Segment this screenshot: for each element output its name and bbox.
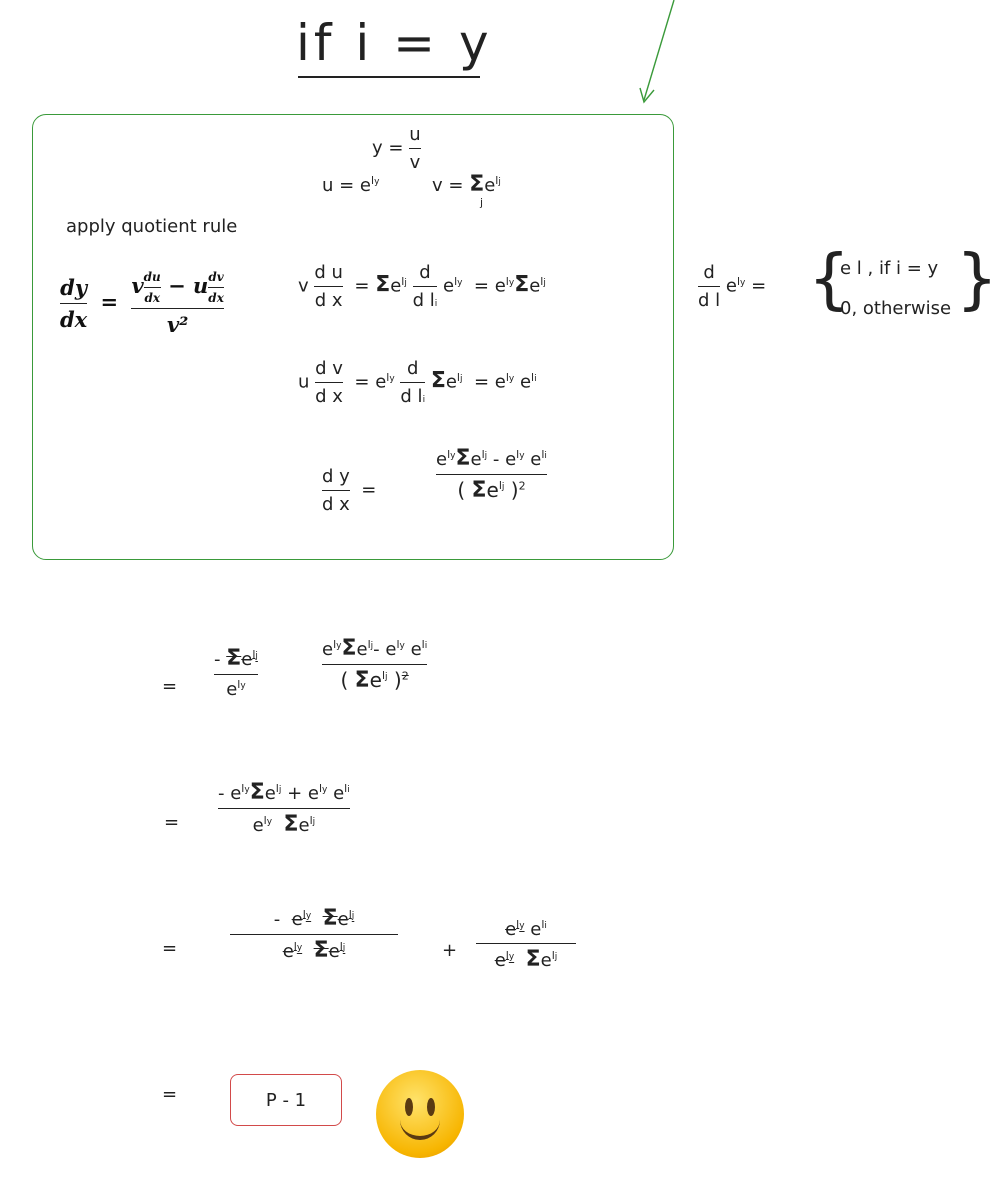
result-label: P - 1 [265,1089,307,1111]
u-dv-dx: u $\frac{\text{d v}}{\text{d x}}$ = $e^{ly}$ $\frac{d}{\text{d li}}$ $\Sigma e^{lj} = e^{ly}$ $e^{li}$ [298,358,537,407]
step3-left-fraction: $\frac{- e^{ly} \Sigma e^{lj}}{e^{ly} \Sigma e^{lj}}$ [230,906,398,963]
equals-2: = [164,812,180,833]
u-numerator: u [409,124,421,145]
smiley-emoji [376,1070,464,1158]
dy-dx-fraction: $\frac{\text{d y}}{\text{d x}}$ = [322,466,377,515]
pointer-arrow [630,0,690,110]
page-title: if i = y [296,14,493,72]
step1-left-fraction: $\frac{- \Sigma e^{lj}}{e^{ly}}$ [214,646,258,700]
title-underline [298,76,480,78]
piecewise-derivative: $\frac{d}{\text{d l}}$ $e^{ly}$ = [698,262,767,311]
y-var: y [372,137,383,159]
u-definition: $u = e^{ly}$ [322,174,380,196]
y-def: y = $\frac{u}{v}$ [372,124,421,173]
result-box [230,1074,342,1126]
v-definition: $v = \Sigma e^{lj}$ j [432,172,501,209]
v-du-dx: v $\frac{\text{d u}}{\text{d x}}$ = $\Sigma e^{lj}$ $\frac{d}{\text{d li}}$ $e^{ly} = e^{ly}\Sigma e^{lj}$ [298,262,546,311]
step3-right-fraction: $\frac{e^{ly} e^{li}}{e^{ly} \Sigma e^{lj}}$ [476,918,576,972]
step2-fraction: $\frac{- e^{ly}\Sigma e^{lj} + e^{ly} e^{li}}{e^{ly} \Sigma e^{lj}}$ [218,780,350,837]
right-brace: } [956,240,998,317]
step1-right-fraction: $\frac{e^{ly}\Sigma e^{lj}- e^{ly} e^{li}}{( \Sigma e^{lj} )^2}$ [322,636,428,693]
quotient-rule: $\frac{dy}{dx}$ = v $\frac{du}{dx}$ − u $\frac{dv}{dx}$ v² [60,270,224,337]
equals-3: = [162,938,178,959]
equals-4: = [162,1084,178,1105]
case-two: 0, otherwise [840,298,952,319]
left-brace: { [808,240,850,317]
dy-dx-rhs: $\frac{e^{ly}\Sigma e^{lj} - e^{ly} e^{li}}{( \Sigma e^{lj} )^2}$ [436,446,547,503]
plus-sign: + [442,940,458,961]
case-one: e l , if i = y [840,258,939,279]
rule-label: apply quotient rule [66,216,238,237]
v-denominator: v [409,152,421,173]
equals-1: = [162,676,178,697]
